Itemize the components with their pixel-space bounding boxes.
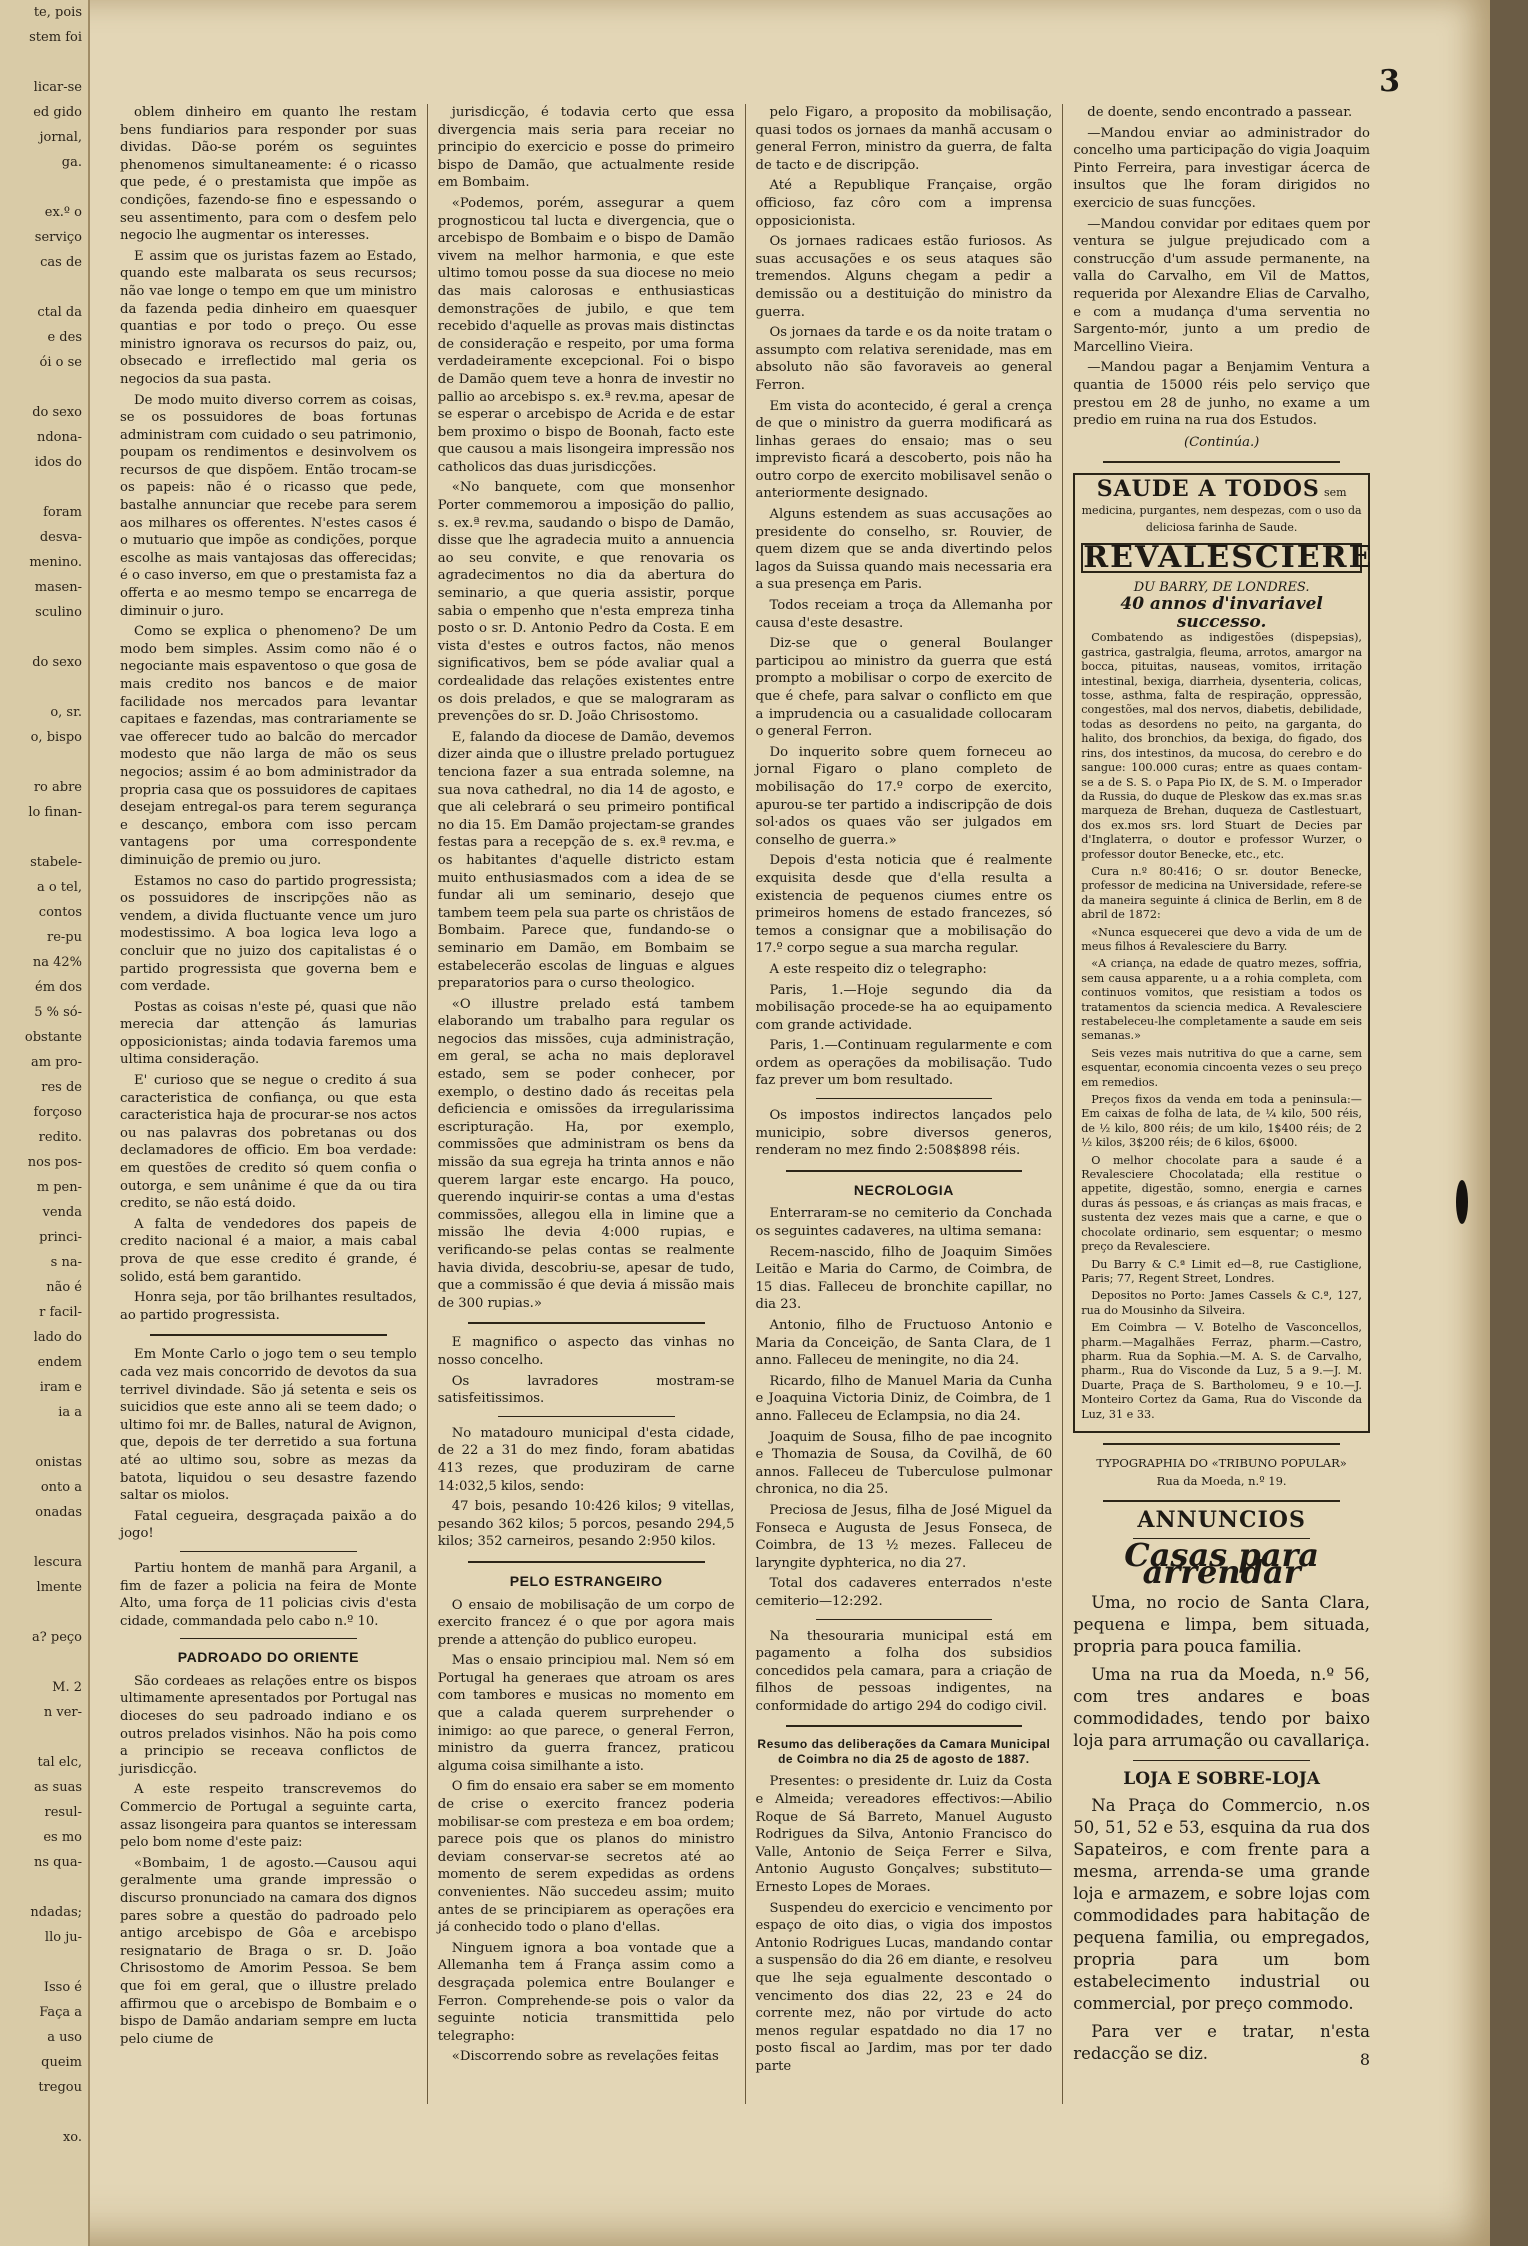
paragraph: —Mandou enviar ao administrador do concelho uma participação do vigia Joaquim Pinto Ferreira, para investigar ácerca de insultos que lhe foram dirigidos no exercicio de suas funcções. [1073,125,1370,211]
margin-fragment: m pen- [36,1180,82,1195]
paragraph: Paris, 1.—Hoje segundo dia da mobilisação procede-se ha ao equipamento com grande actividade. [755,982,1053,1033]
margin-fragment: Isso é [43,1980,82,1995]
paragraph: E, falando da diocese de Damão, devemos dizer ainda que o illustre prelado portuguez tenciona fazer a sua entrada solemne, na sua nova cathedral, no dia 14 de agosto, e que ali celebrará o seu primeiro pontifical no dia 15. Em Damão projectam-se grandes festas para a recepção de s. ex.ª rev.ma, e os habitantes d'aquelle districto estam muito enthusiasmados com a idea de se fundar ali um seminario, desejo que tambem teem pela sua parte os christãos de Bombaim. Parece que, fundando-se o seminario em Damão, em Bombaim se estabelecerão escolas de linguas e algues preparatorios para o curso theologico. [437,729,735,992]
margin-fragment: r facil- [39,1305,82,1320]
ad-success: 40 annos d'invariavel successo. [1120,594,1323,632]
separator [786,1725,1023,1727]
margin-fragment: xo. [62,2130,82,2145]
margin-fragment [0,1950,88,1975]
margin-fragment [0,2100,88,2125]
margin-fragment: serviço [34,230,82,245]
column-4 [1063,104,1380,2104]
separator [1133,1538,1310,1539]
margin-fragment: stabele- [30,855,82,870]
estrangeiro-article [438,1597,735,2066]
paragraph: Diz-se que o general Boulanger participou ao ministro da guerra que está prompto a mobilisar o corpo de exercito de que é chefe, para salvar o conflicto em que a imprudencia ou a casualidade collocaram o general Ferron. [755,636,1053,740]
paragraph: E' curioso que se negue o credito á sua caracteristica de confiança, ou que esta caracteristica haja de procurar-se nos actos ou nas palavras dos pobretanas ou dos declamadores de officio. Em boa verdade: em questões de credito só quem confia o outorga, e sem unânime é que da ou tira credito, se não está doido. [120,1073,417,1212]
margin-fragment: desva- [39,530,82,545]
margin-fragment: stem foi [29,30,82,45]
paragraph: Partiu hontem de manhã para Arganil, a fim de fazer a policia na feira de Monte Alto, uma força de 11 policias civis d'esta cidade, commandada pelo cabo n.º 10. [120,1560,417,1629]
margin-fragment: a? peço [32,1630,82,1645]
margin-fragment: ex.º o [44,205,82,220]
paragraph: A este respeito diz o telegrapho: [769,961,987,977]
paragraph: De modo muito diverso correm as coisas, se os possuidores de boas fortunas administram com cuidado o seu patrimonio, poupam os rendimentos e desinvolvem os recursos de que dispõem. Então trocam-se os papeis: não é o ricasso que pede, bastalhe annunciar que recebe para serem aos milhares os offerentes. N'estes casos é o mutuario que impõe as condições, porque escolhe as mais vantajosas das offerecidas; é o caso inverso, em que o prestamista faz a offerta e ao mesmo tempo se encarrega de diminuir o juro. [120,392,417,619]
margin-fragment [0,50,88,75]
ad-headline: SAUDE A TODOS [1096,476,1320,503]
margin-fragment: na 42% [32,955,82,970]
paragraph: Preciosa de Jesus, filha de José Miguel da Fonseca e Augusta de Jesus Fonseca, de Coimbra, de 13 ½ mezes. Falleceu de laryngite dyphterica, no dia 27. [755,1502,1053,1571]
paragraph: A falta de vendedores dos papeis de credito nacional é a maior, a mais cabal prova de que esse credito é grande, é solido, está bem garantido. [120,1216,417,1285]
margin-fragment: ed gido [33,105,82,120]
separator [180,1551,357,1552]
margin-fragment: cas de [40,255,82,270]
margin-fragment: ndadas; [30,1905,82,1920]
loja-ad [1073,1795,1370,2065]
typography-name: TYPOGRAPHIA DO «TRIBUNO POPULAR» [1096,1455,1347,1470]
margin-fragment: iram e [39,1380,82,1395]
margin-fragment: ém dos [35,980,82,995]
paragraph: Enterraram-se no cemiterio da Conchada os seguintes cadaveres, na ultima semana: [755,1206,1053,1240]
paragraph: Paris, 1.—Continuam regularmente e com ordem as operações da mobilisação. Tudo faz prever um bom resultado. [755,1038,1053,1089]
margin-fragment: Faça a [39,2005,82,2020]
separator [1133,1760,1310,1761]
margin-fragment: o, bispo [30,730,82,745]
paragraph: pelo Figaro, a proposito da mobilisação, quasi todos os jornaes da manhã accusam o general Ferron, ministro da guerra, de falta de tacto e de discripção. [755,105,1053,173]
paragraph: Os jornaes da tarde e os da noite tratam o assumpto com relativa serenidade, mas em absoluto não são favoraveis ao general Ferron. [755,325,1053,393]
paragraph: Depois d'esta noticia que é realmente exquisita desde que d'ella resulta a existencia de pequenos ciumes entre os primeiros homens de estado francezes, só temos a consignar que a mobilisação do 17.º corpo segue a sua marcha regular. [755,853,1053,957]
revalesciere-ad [1073,473,1374,1433]
paragraph: Alguns estendem as suas accusações ao presidente do conselho, sr. Rouvier, de quem dizem que se anda divertindo pelos lagos da Suissa quando mais necessaria era a sua presença em Paris. [755,507,1053,593]
paragraph: Seis vezes mais nutritiva do que a carne, sem esquentar, economia cincoenta vezes o seu preço em remedios. [1081,1046,1362,1089]
paragraph: A este respeito transcrevemos do Commercio de Portugal a seguinte carta, assaz lisongeira para quantos se interessam pelo bom nome d'este paiz: [120,1782,417,1851]
vinhas-article [438,1334,735,1407]
loja-heading: LOJA E SOBRE-LOJA [1123,1768,1320,1789]
credit-article [120,104,417,1324]
margin-fragment: onistas [35,1455,82,1470]
margin-fragment: onadas [35,1505,82,1520]
paragraph: Do inquerito sobre quem forneceu ao jornal Figaro o plano completo de mobilisação do 17.º corpo de exercito, apurou-se ter partido a indiscripção de dois sol·ados os quaes vão ser julgados em conselho de guerra.» [755,744,1053,848]
margin-fragment: es mo [43,1830,82,1845]
paragraph: Preços fixos da venda em toda a peninsula:—Em caixas de folha de lata, de ¼ kilo, 500 réis, de ½ kilo, 800 réis; de um kilo, 1$400 réis; de 2 ½ kilos, 3$200 réis; de 6 kilos, 6$000. [1081,1093,1362,1150]
paragraph: Ninguem ignora a boa vontade que a Allemanha tem á França assim como a desgraçada polemica entre Boulanger e Ferron. Comprehende-se pois o valor da seguinte noticia transmittida pelo telegrapho: [437,1940,735,2044]
paragraph: «A criança, na edade de quatro mezes, soffria, sem causa apparente, u a a rohia completa, com continuos vomitos, que resistiam a todos os tratamentos da sciencia medica. A Revalesciere restabeleceu-lhe completamente a saude em seis semanas.» [1081,957,1362,1043]
paragraph: Cura n.º 80:416; O sr. doutor Benecke, professor de medicina na Universidade, refere-se da maneira seguinte á clinica de Berlin, em 8 de abril de 1872: [1081,864,1362,922]
typography-imprint [1073,1455,1370,1490]
matadouro-article [438,1425,735,1551]
margin-fragment: lo finan- [28,805,82,820]
margin-fragment [0,675,88,700]
margin-fragment: a uso [47,2030,82,2045]
margin-fragment [0,625,88,650]
paragraph: Na thesouraria municipal está em pagamento a folha dos subsidios concedidos pela camara, para a criação de filhos de pessoas indigentes, na conformidade do artigo 294 do codigo civil. [755,1628,1053,1714]
paragraph: O fim do ensaio era saber se em momento de crise o exercito francez poderia mobilisar-se com presteza e em boa ordem; parece pois que os planos do ministro deviam conservar-se secretos até ao momento de serem expedidas as ordens convenientes. Não succedeu assim; muito antes de se principiarem as operações era já conhecido todo o plano d'ellas. [437,1779,735,1936]
margin-fragment: endem [37,1355,82,1370]
margin-fragment: não é [46,1280,82,1295]
margin-fragment: idos do [34,455,82,470]
impostos-article [756,1107,1053,1160]
margin-fragment [0,1725,88,1750]
margin-fragment: resul- [44,1805,82,1820]
paragraph: Total dos cadaveres enterrados n'este cemiterio—12:292. [755,1576,1053,1609]
margin-fragment [0,175,88,200]
separator [1103,1443,1340,1445]
paragraph: O melhor chocolate para a saude é a Revalesciere Chocolatada; ella restitue o appetite, digestão, somno, energia e carnes duras ás pessoas, e ás crianças as mais fracas, e sustenta dez vezes mais que a carne, e que o chocolate ordinario, sem esquentar; o mesmo preço da Revalesciere. [1081,1153,1362,1254]
margin-fragment: redito. [38,1130,82,1145]
column-2 [428,104,746,2104]
ad-number: 8 [1359,2049,1370,2069]
separator [816,1619,993,1620]
paragraph: Antonio, filho de Fructuoso Antonio e Maria da Conceição, de Santa Clara, de 1 anno. Falleceu de meningite, no dia 24. [755,1318,1053,1369]
ad-maker: DU BARRY, DE LONDRES. [1133,579,1310,595]
paragraph: Os lavradores mostram-se satisfeitissimos. [437,1373,735,1407]
paragraph: «No banquete, com que monsenhor Porter commemorou a imposição do pallio, s. ex.ª rev.ma, saudando o bispo de Damão, disse que lhe agradecia muito a annuencia ao seu convite, e que renovaria os agradecimentos no dia da abertura do seminario, a que queria assistir, porque sabia o empenho que n'esta empreza tinha posto o sr. D. Antonio Pedro da Costa. E em vista d'estes e outros factos, não menos significativos, bem se póde avaliar qual a cordealidade das relações existentes entre os dois prelados, e que se malograram as prevenções do sr. D. João Chrisostomo. [437,480,735,725]
paragraph: 47 bois, pesando 10:426 kilos; 9 vitellas, pesando 362 kilos; 5 porcos, pesando 294,5 kilos; 352 carneiros, pesando 2:950 kilos. [437,1499,735,1550]
paragraph: «Discorrendo sobre as revelações feitas [451,2049,719,2065]
continua-label: (Continúa.) [1183,434,1260,450]
paragraph: No matadouro municipal d'esta cidade, de 22 a 31 do mez findo, foram abatidas 413 rezes, que produziram de carne 14:032,5 kilos, sendo: [437,1425,735,1494]
margin-fragment: queim [41,2055,82,2070]
margin-fragment: lescura [33,1555,82,1570]
margin-fragment: nos pos- [27,1155,82,1170]
margin-fragment: tal elc, [37,1755,82,1770]
margin-fragment: 5 % só- [34,1005,82,1020]
margin-fragment: re-pu [47,930,82,945]
paragraph: Como se explica o phenomeno? De um modo bem simples. Assim como não é o negociante mais espaventoso o que gosa de mais credito nos bancos e de maior facilidade nos mercados para levantar capitaes e fazendas, mas contrariamente se vae offerecer tudo ao balcão do mercador modesto que não larga de mão os seus negocios; assim é ao bom administrador da propria casa que os possuidores de capitaes desejam entregal-os para terem segurança e descanço, embora com isso percam vantagens por uma correspondente diminuição de premio ou juro. [120,624,417,868]
paragraph: Postas as coisas n'este pé, quasi que não merecia dar attenção ás lamurias opposicionistas; ainda todavia faremos uma ultima consideração. [120,999,417,1068]
margin-fragment: e des [47,330,82,345]
separator [150,1334,387,1336]
section-title-padroado: PADROADO DO ORIENTE [177,1649,359,1666]
casas-heading: Casas para arrendar [1124,1535,1320,1592]
margin-fragment: o, sr. [50,705,82,720]
paragraph: Recem-nascido, filho de Joaquim Simões Leitão e Maria do Carmo, de Coimbra, de 15 dias. Falleceu de bronchite capillar, no dia 23. [755,1244,1053,1313]
margin-fragment: menino. [29,555,82,570]
ad-headline-tail: sem medicina, purgantes, nem despezas, com o uso da deliciosa farinha de Saude. [1081,486,1362,535]
margin-fragment: ns qua- [33,1855,82,1870]
paragraph: Combatendo as indigestões (dispepsias), gastrica, gastralgia, fleuma, arrotos, amargor na bocca, pituitas, nauseas, vomitos, irritação intestinal, bexiga, diarrheia, dysenteria, colicas, tosse, asthma, falta de respiração, oppressão, congestões, mal dos nervos, diabetis, debilidade, todas as desordens no peito, na garganta, do halito, dos bronchios, da bexiga, do figado, dos rins, dos intestinos, da mucosa, do cerebro e do sangue: 100.000 curas; entre as quaes contam-se a de S. S. o Papa Pio IX, de S. M. o Imperador da Russia, do duque de Pleskow das ex.mas sr.as marqueza de Brehan, duqueza de Castlestuart, dos ex.mos srs. lord Stuart de Decies par d'Inglaterra, o doutor e professor Wurzer, o professor doutor Benecke, etc., etc. [1081,631,1362,861]
paragraph: Estamos no caso do partido progressista; os possuidores de inscripções não as vendem, a divida fluctuante vence um juro modestissimo. A boa logica leva logo a concluir que no juizo dos capitalistas é o partido progressista que governa bem e com verdade. [120,873,417,995]
margin-fragment: ndona- [36,430,82,445]
margin-fragment: as suas [33,1780,82,1795]
margin-fragment [0,750,88,775]
previous-page-margin [0,0,90,2246]
paragraph: Em Monte Carlo o jogo tem o seu templo cada vez mais concorrido de devotos da sua terrivel divindade. São já setenta e seis os suicidios que este anno ali se teem dado; o ultimo foi mr. de Balles, natural de Avignon, que, depois de ter derretido a sua fortuna até ao ultimo sou, sobre as mezas da batota, liquidou o seu desastre fazendo saltar os miolos. [120,1347,417,1504]
casas-ad [1073,1592,1370,1752]
columns [110,104,1380,2104]
padroado-article [120,1673,417,2048]
margin-fragment [0,275,88,300]
margin-fragment: te, pois [33,5,82,20]
margin-fragment: am pro- [31,1055,82,1070]
margin-fragment: masen- [34,580,82,595]
paragraph: Os impostos indirectos lançados pelo municipio, sobre diversos generos, renderam no mez findo 2:508$898 réis. [755,1108,1053,1159]
paragraph: Presentes: o presidente dr. Luiz da Costa e Almeida; vereadores effectivos:—Abilio Roque de Sá Barreto, Manuel Augusto Rodrigues da Silva, Antonio Francisco do Valle, Antonio de Seiça Ferrer e Silva, Antonio Augusto Gonçalves; substituto—Ernesto Lopes de Moraes. [755,1774,1053,1896]
separator [468,1561,705,1563]
margin-fragment: forçoso [33,1105,82,1120]
paragraph: Du Barry & C.ª Limit ed—8, rue Castiglione, Paris; 77, Regent Street, Londres. [1081,1257,1362,1285]
separator [180,1638,357,1639]
paragraph: Em Coimbra — V. Botelho de Vasconcellos, pharm.—Magalhães Ferraz, pharm.—Castro, pharm. Rua da Sophia.—M. A. S. de Carvalho, pharm., Rua do Visconde da Luz, 5 a 9.—J. M. Duarte, Praça de S. Bartholomeu, 9 e 10.—J. Monteiro Cortez da Gama, Rua do Visconde da Luz, 31 e 33. [1081,1321,1362,1421]
margin-fragment: onto a [40,1480,82,1495]
margin-fragment: s na- [50,1255,82,1270]
margin-fragment: ctal da [37,305,82,320]
margin-fragment: lmente [36,1580,82,1595]
paragraph: oblem dinheiro em quanto lhe restam bens fundiarios para responder por suas dividas. Dão-se porém os seguintes phenomenos simultaneamente: é o ricasso que pede, é o prestamista que impõe as condições, fazendo-se fino e espessando o seu assentimento, para com o desfem pelo negocio lhe augmentar os interesses. [120,105,417,244]
paragraph: de doente, sendo encontrado a passear. [1087,105,1353,120]
margin-fragment: sculino [35,605,82,620]
margin-fragment: venda [42,1205,82,1220]
margin-fragment: ia a [58,1405,82,1420]
paragraph: Uma, no rocio de Santa Clara, pequena e limpa, bem situada, propria para pouca familia. [1073,1592,1370,1656]
section-title-resumo: Resumo das deliberações da Camara Municipal de Coimbra no dia 25 de agosto de 1887. [757,1737,1051,1767]
paragraph: Suspendeu do exercicio e vencimento por espaço de oito dias, o vigia dos impostos Antonio Rodrigues Lucas, mandando contar a suspensão do dia 26 em diante, e resolveu que lhe seja egualmente descontado o vencimento dos dias 22, 23 e 24 do corrente mez, não por virtude do acto menos regular espatdado no dia 17 no posto fiscal ao Jardim, mas por ter dado parte [755,1900,1053,2074]
margin-fragment [0,1525,88,1550]
resumo-article [756,1773,1053,2075]
paragraph: «Podemos, porém, assegurar a quem prognosticou tal lucta e divergencia, que o arcebispo de Bombaim e o bispo de Damão vivem na melhor harmonia, e que este ultimo tomou posse da sua diocese no meio das mais calorosas e enthusiasticas demonstrações de jubilo, e que tem recebido d'aquelle as provas mais distinctas de consideração e respeito, por uma forma verdadeiramente excepcional. Foi o bispo de Damão quem teve a honra de investir no pallio ao arcebispo s. ex.ª rev.ma, apesar de se esperar o arcebispo de Acrida e de estar bem proximo o bispo de Boonah, facto este que causou a mais lisongeira impressão nos catholicos das duas jurisdicções. [437,195,735,475]
margin-fragment [0,1425,88,1450]
paragraph: E assim que os juristas fazem ao Estado, quando este malbarata os seus recursos; não vae longe o tempo em que um ministro da fazenda pedia dinheiro em quaesquer quantias e por todo o preço. Ou esse ministro ignorava os recursos do paiz, ou, obsecado e irreflectido mal geria os negocios da sua pasta. [120,248,417,387]
margin-fragment: res de [41,1080,82,1095]
paragraph: «O illustre prelado está tambem elaborando um trabalho para regular os negocios das missões, cuja administração, em geral, se acha no mais deploravel estado, sem se poder conhecer, por exemplo, o destino dado ás receitas pela deficiencia e omissões da irregularissima escripturação. Ha, por exemplo, commissões que administram os bens da missão da sua egreja ha trinta annos e não querem largar este encargo. Ha pouco, querendo inquirir-se contas a uma d'estas commissões, allegou ella in limine que a missão lhe devia 4:000 rupias, e verificando-se pelas contas se realmente havia divida, descobriu-se, apesar de tudo, que a commissão é que devia á missão mais de 300 rupias.» [437,996,735,1311]
monte-carlo-article [120,1346,417,1543]
margin-fragment [0,1650,88,1675]
margin-fragment [0,1600,88,1625]
margin-fragment [0,825,88,850]
margin-fragment: M. 2 [52,1680,82,1695]
margin-fragment: jornal, [39,130,82,145]
paragraph: Até a Republique Française, orgão officioso, faz côro com a imprensa opposicionista. [755,178,1053,229]
paragraph: O ensaio de mobilisação de um corpo de exercito francez é o que por agora mais prende a attenção do publico europeu. [437,1597,735,1648]
margin-fragment: do sexo [32,405,82,420]
paragraph: São cordeaes as relações entre os bispos ultimamente apresentados por Portugal nas dioceses do seu padroado indiano e os outros prelados visinhos. Não ha pois como a principio se receava conflictos de jurisdicção. [120,1673,417,1777]
separator [468,1322,705,1324]
column-1 [110,104,428,2104]
binding-hole [1456,1180,1468,1224]
paragraph: Fatal cegueira, desgraçada paixão a do jogo! [120,1508,417,1542]
thesouraria-article [756,1628,1053,1716]
paragraph: Na Praça do Commercio, n.os 50, 51, 52 e 53, esquina da rua dos Sapateiros, e com frente para a mesma, arrenda-se uma grande loja e armazem, e sobre lojas com commodidades para habitação de pequena familia, ou empregados, propria para um bom estabelecimento industrial ou commercial, por preço commodo. [1073,1795,1370,2013]
margin-fragment [0,375,88,400]
margin-fragment: ga. [61,155,82,170]
typography-address: Rua da Moeda, n.º 19. [1156,1473,1287,1488]
padroado-continued [438,104,735,1312]
paragraph: Para ver e tratar, n'esta redacção se diz. [1073,2021,1370,2063]
separator [1103,461,1340,463]
margin-fragment: a o tel, [36,880,82,895]
estrangeiro-continued [756,104,1053,1090]
margin-fragment: n ver- [43,1705,82,1720]
margin-fragment: do sexo [32,655,82,670]
paragraph: Mas o ensaio principiou mal. Nem só em Portugal ha generaes que atroam os ares com tambores e musicas no momento em que a calada querem surprehender o inimigo: ao que parece, o general Ferron, ministro da guerra francez, praticou alguma coisa similhante a isto. [437,1653,735,1774]
necrologia-article [756,1205,1053,1610]
margin-fragment: obstante [24,1030,82,1045]
annuncios-heading: ANNUNCIOS [1137,1507,1306,1534]
margin-fragment: ói o se [39,355,82,370]
margin-fragment: ro abre [33,780,82,795]
margin-fragment: lado do [33,1330,82,1345]
paragraph: Joaquim de Sousa, filho de pae incognito e Thomazia de Sousa, da Covilhã, de 60 annos. Falleceu de Tuberculose pulmonar chronica, no dia 25. [755,1429,1053,1498]
arganil-article [120,1560,417,1630]
separator [1103,1500,1340,1502]
separator [498,1416,675,1417]
paragraph: E magnifico o aspecto das vinhas no nosso concelho. [437,1335,735,1368]
paragraph: —Mandou convidar por editaes quem por ventura se julgue prejudicado com a construcção d'um assude permanente, na valla do Carvalho, em Vil de Mattos, requerida por Alexandre Elias de Carvalho, e com a mudança d'uma serventia no Sargento-mór, junto a um predio de Marcellino Vieira. [1073,216,1370,355]
margin-fragment: contos [38,905,82,920]
separator [786,1170,1023,1172]
margin-fragment: foram [43,505,82,520]
paragraph: «Bombaim, 1 de agosto.—Causou aqui geralmente uma grande impressão o discurso pronunciado na camara dos dignos pares sobre a questão do padroado pelo antigo arcebispo de Gôa e arcebispo resignatario de Braga o sr. D. João Chrisostomo de Amorim Pessoa. Se bem que foi em geral, que o illustre prelado affirmou que o arcebispo de Bombaim e o bispo de Damão andariam sempre em lucta pelo ciume de [120,1855,417,2047]
margin-fragment: llo ju- [44,1930,82,1945]
paragraph: —Mandou pagar a Benjamim Ventura a quantia de 15000 réis pelo serviço que prestou em 28 de junho, no exame a um predio em ruina na rua dos Estudos. [1073,360,1370,429]
margin-fragment: tregou [38,2080,82,2095]
section-title-estrangeiro: PELO ESTRANGEIRO [509,1572,663,1589]
resumo-continued [1073,104,1370,430]
paragraph: Uma na rua da Moeda, n.º 56, com tres andares e boas commodidades, tendo por baixo loja para arrumação ou cavallariça. [1073,1664,1370,1750]
paragraph: Depositos no Porto: James Cassels & C.ª, 127, rua do Mousinho da Silveira. [1081,1289,1362,1317]
column-3 [746,104,1064,2104]
margin-fragment [0,475,88,500]
margin-fragment: licar-se [33,80,82,95]
paragraph: Honra seja, por tão brilhantes resultados, ao partido progressista. [120,1290,417,1323]
separator [816,1098,993,1099]
section-title-necrologia: NECROLOGIA [853,1181,954,1198]
paragraph: Ricardo, filho de Manuel Maria da Cunha e Joaquina Victoria Diniz, de Coimbra, de 1 anno. Falleceu de Eclampsia, no dia 24. [755,1373,1053,1424]
paragraph: jurisdicção, é todavia certo que essa divergencia mais seria para receiar no principio do exercicio e posse do primeiro bispo de Damão, que actualmente reside em Bombaim. [437,105,735,191]
paragraph: Os jornaes radicaes estão furiosos. As suas accusações e os seus ataques são tremendos. Alguns chegam a pedir a demissão ou a destituição do ministro da guerra. [755,234,1053,320]
page-number: 3 [1379,64,1400,99]
paragraph: «Nunca esquecerei que devo a vida de um de meus filhos á Revalesciere du Barry. [1081,925,1362,953]
paragraph: Em vista do acontecido, é geral a crença de que o ministro da guerra modificará as linhas geraes do ensaio; mas o seu imprevisto ficará a descoberto, pois não ha outro corpo de exercito mobilisavel senão o anteriormente designado. [755,398,1053,502]
ad-body [1081,631,1362,1422]
margin-fragment: princi- [39,1230,82,1245]
ad-brand: REVALESCIERE [1083,540,1374,576]
paragraph: Todos receiam a troça da Allemanha por causa d'este desastre. [755,598,1053,631]
margin-fragment [0,1875,88,1900]
